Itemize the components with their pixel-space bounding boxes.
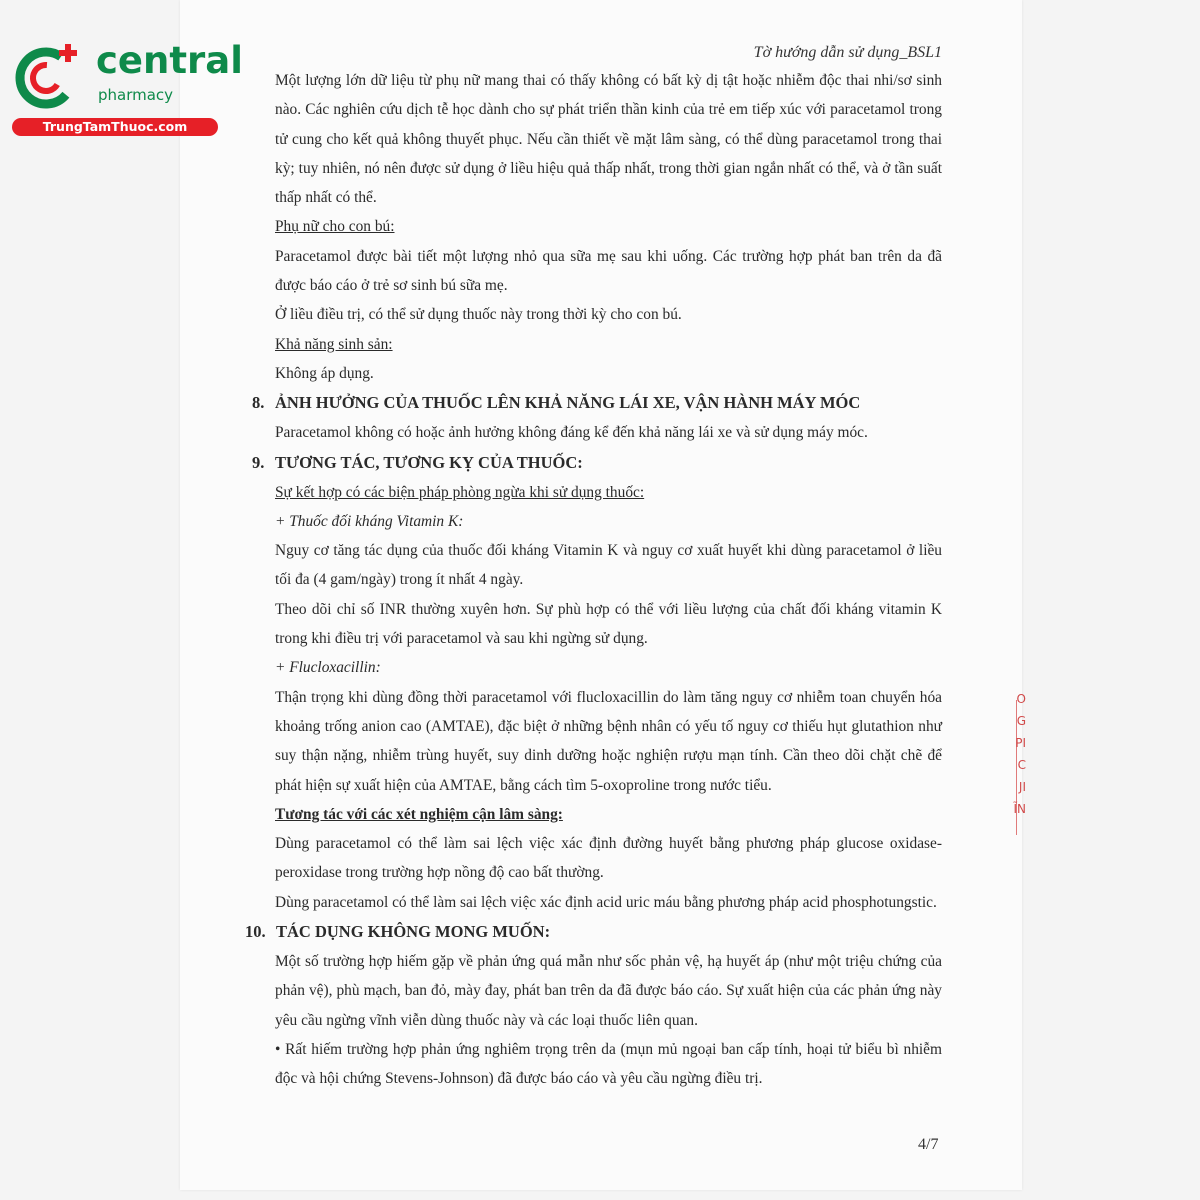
adverse-paragraph-2: • Rất hiếm trường hợp phản ứng nghiêm trọng trên da (mụn mủ ngoại ban cấp tính, hoại tử biểu bì nhiễm độc và hội chứng Stevens-Johnson) đã được báo cáo và yêu cầu ngừng điều trị.	[275, 1040, 942, 1088]
flucloxacillin-subtitle: + Flucloxacillin:	[275, 659, 381, 677]
vitamin-k-paragraph-2: Theo dõi chỉ số INR thường xuyên hơn. Sự phù hợp có thể với liều lượng của chất đối kháng vitamin K trong khi điều trị với paracetamol và sau khi ngừng sử dụng.	[275, 600, 942, 648]
page-number: 4/7	[918, 1136, 939, 1153]
stamp-text-4: C	[1017, 758, 1026, 772]
pregnancy-paragraph: Một lượng lớn dữ liệu từ phụ nữ mang thai có thấy không có bất kỳ dị tật hoặc nhiễm độc thai nhi/sơ sinh nào. Các nghiên cứu dịch tễ học dành cho sự phát triển thần kinh của trẻ em tiếp xúc với paracetamol trong tử cung cho kết quả không thuyết phục. Nếu cần thiết về mặt lâm sàng, có thể dùng paracetamol trong thai kỳ; tuy nhiên, nó nên được sử dụng ở liều hiệu quả thấp nhất, trong thời gian ngắn nhất có thể, và ở tần suất thấp nhất có thể.	[275, 72, 942, 207]
section-8-title: ẢNH HƯỞNG CỦA THUỐC LÊN KHẢ NĂNG LÁI XE, VẬN HÀNH MÁY MÓC	[275, 393, 861, 413]
section-8-number: 8.	[252, 393, 265, 413]
fertility-subtitle: Khả năng sinh sản:	[275, 335, 393, 353]
driving-paragraph: Paracetamol không có hoặc ảnh hưởng không đáng kể đến khả năng lái xe và sử dụng máy móc.	[275, 424, 868, 442]
combination-subtitle: Sự kết hợp có các biện pháp phòng ngừa khi sử dụng thuốc:	[275, 483, 645, 501]
section-10-heading	[245, 917, 942, 947]
document-body	[245, 66, 942, 1094]
section-10-title: TÁC DỤNG KHÔNG MONG MUỐN:	[276, 922, 551, 942]
adverse-paragraph-1: Một số trường hợp hiếm gặp về phản ứng quá mẫn như sốc phản vệ, hạ huyết áp (như một triệu chứng của phản vệ), phù mạch, ban đỏ, mày đay, phát ban trên da đã được báo cáo. Sự xuất hiện của các phản ứng này yêu cầu ngừng vĩnh viễn dùng thuốc này và các loại thuốc liên quan.	[275, 953, 942, 1029]
fertility-paragraph: Không áp dụng.	[275, 364, 374, 382]
lab-tests-subtitle: Tương tác với các xét nghiệm cận lâm sàng:	[275, 805, 563, 823]
stamp-text-2: G	[1016, 714, 1026, 728]
brand-website: TrungTamThuoc.com	[12, 118, 218, 136]
document-header-ref: Tờ hướng dẫn sử dụng_BSL1	[753, 44, 942, 61]
brand-name: central	[96, 39, 243, 82]
section-9-number: 9.	[252, 452, 265, 472]
vitamin-k-paragraph-1: Nguy cơ tăng tác dụng của thuốc đối kháng Vitamin K và nguy cơ xuất huyết khi dùng paracetamol ở liều tối đa (4 gam/ngày) trong ít nhất 4 ngày.	[275, 542, 942, 589]
central-pharmacy-logo	[10, 38, 243, 138]
stamp-text-1: O	[1016, 692, 1026, 706]
breastfeeding-paragraph-1: Paracetamol được bài tiết một lượng nhỏ qua sữa mẹ sau khi uống. Các trường hợp phát ban trên da đã được báo cáo ở trẻ sơ sinh bú sữa mẹ.	[275, 247, 942, 295]
breastfeeding-subtitle: Phụ nữ cho con bú:	[275, 218, 395, 236]
vitamin-k-subtitle: + Thuốc đối kháng Vitamin K:	[275, 512, 464, 530]
section-10-number: 10.	[245, 922, 266, 942]
brand-subtitle: pharmacy	[98, 86, 174, 104]
breastfeeding-paragraph-2: Ở liều điều trị, có thể sử dụng thuốc này trong thời kỳ cho con bú.	[275, 306, 682, 324]
section-9-heading	[252, 448, 942, 478]
flucloxacillin-paragraph: Thận trọng khi dùng đồng thời paracetamol với flucloxacillin do làm tăng nguy cơ nhiễm toan chuyển hóa khoảng trống anion cao (AMTAE), đặc biệt ở những bệnh nhân có yếu tố nguy cơ thiếu hụt glutathion như suy thận nặng, nhiễm trùng huyết, suy dinh dưỡng hoặc nghiện rượu mạn tính. Cần theo dõi chặt chẽ để phát hiện sự xuất hiện của AMTAE, bằng cách tìm 5-oxoproline trong nước tiểu.	[275, 688, 942, 794]
stamp-text-6: ĨN	[1013, 802, 1026, 816]
stamp-text-3: PI	[1015, 736, 1026, 750]
section-9-title: TƯƠNG TÁC, TƯƠNG KỴ CỦA THUỐC:	[275, 452, 583, 472]
lab-tests-paragraph-1: Dùng paracetamol có thể làm sai lệch việc xác định đường huyết bằng phương pháp glucose oxidase-peroxidase trong trường hợp nồng độ cao bất thường.	[275, 835, 942, 882]
red-stamp-fragment	[1004, 688, 1026, 820]
lab-tests-paragraph-2: Dùng paracetamol có thể làm sai lệch việc xác định acid uric máu bằng phương pháp acid phosphotungstic.	[275, 893, 937, 911]
pharmacy-cross-logo-icon	[10, 38, 90, 118]
stamp-text-5: JI	[1018, 780, 1026, 794]
section-8-heading	[252, 388, 942, 418]
